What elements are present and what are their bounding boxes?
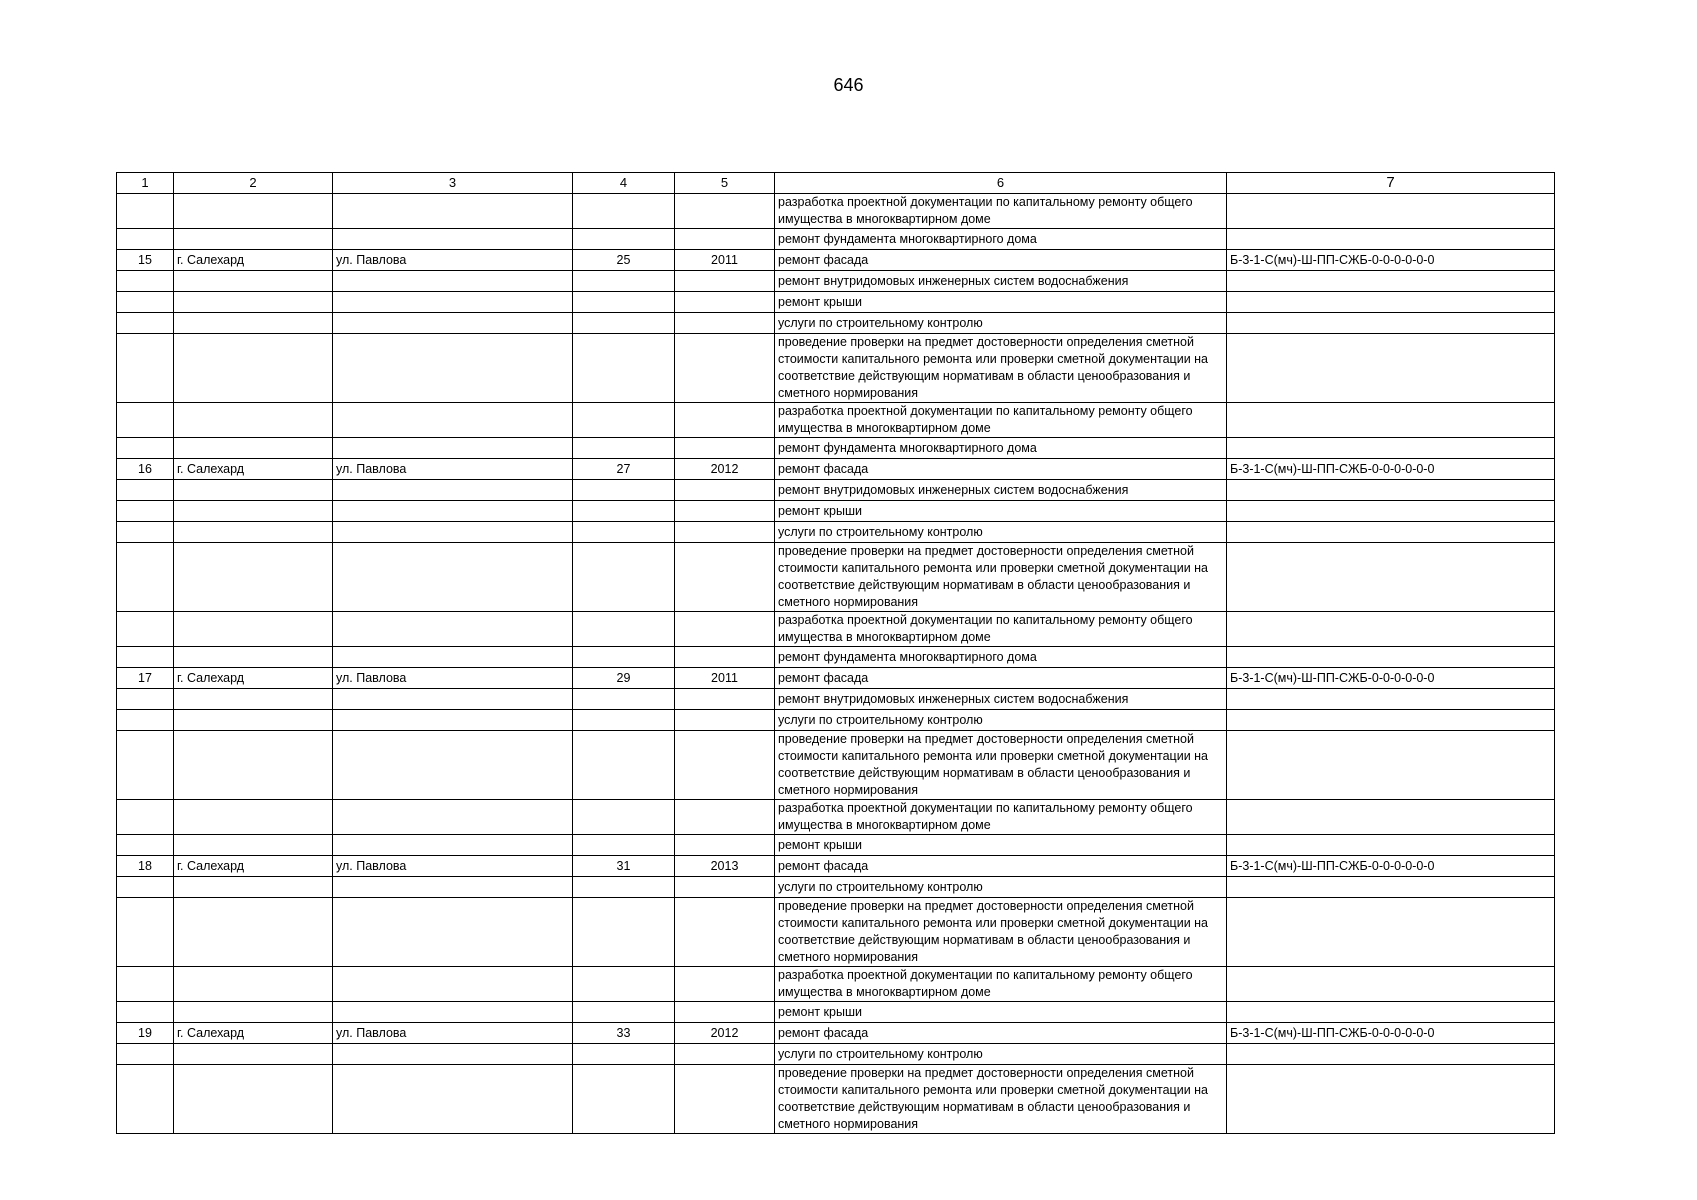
building-code-cell [1227,480,1555,501]
city-cell [174,710,333,731]
house-number-cell [573,438,675,459]
year-cell [675,835,775,856]
column-header-3: 3 [333,173,573,194]
city-cell [174,898,333,967]
year-cell [675,522,775,543]
work-type-cell: ремонт внутридомовых инженерных систем водоснабжения [775,480,1227,501]
work-type-cell: ремонт внутридомовых инженерных систем водоснабжения [775,689,1227,710]
work-type-cell: услуги по строительному контролю [775,710,1227,731]
year-cell [675,1065,775,1134]
building-code-cell [1227,334,1555,403]
table-row [117,271,1555,292]
city-cell: г. Салехард [174,1023,333,1044]
street-cell [333,1065,573,1134]
row-number-cell: 19 [117,1023,174,1044]
row-number-cell: 17 [117,668,174,689]
house-number-cell [573,898,675,967]
work-type-cell: ремонт крыши [775,292,1227,313]
street-cell: ул. Павлова [333,250,573,271]
year-cell: 2012 [675,459,775,480]
work-type-cell: услуги по строительному контролю [775,313,1227,334]
year-cell [675,271,775,292]
year-cell [675,194,775,229]
row-number-cell [117,438,174,459]
row-number-cell [117,835,174,856]
year-cell [675,1002,775,1023]
building-code-cell [1227,612,1555,647]
year-cell [675,612,775,647]
work-type-cell: ремонт фасада [775,250,1227,271]
table-row [117,459,1555,480]
table-row [117,1002,1555,1023]
row-number-cell [117,612,174,647]
work-type-cell: услуги по строительному контролю [775,877,1227,898]
city-cell: г. Салехард [174,856,333,877]
row-number-cell [117,898,174,967]
column-header-6: 6 [775,173,1227,194]
street-cell [333,835,573,856]
table-row [117,543,1555,612]
row-number-cell [117,501,174,522]
building-code-cell [1227,403,1555,438]
table-row [117,1044,1555,1065]
building-code-cell [1227,271,1555,292]
street-cell [333,501,573,522]
table-row [117,480,1555,501]
row-number-cell [117,731,174,800]
street-cell [333,877,573,898]
row-number-cell: 16 [117,459,174,480]
street-cell [333,313,573,334]
house-number-cell [573,271,675,292]
building-code-cell: Б-3-1-С(мч)-Ш-ПП-СЖБ-0-0-0-0-0-0 [1227,668,1555,689]
city-cell [174,313,333,334]
row-number-cell: 18 [117,856,174,877]
table-row [117,1065,1555,1134]
street-cell [333,647,573,668]
table-row [117,898,1555,967]
street-cell [333,194,573,229]
work-type-cell: проведение проверки на предмет достоверности определения сметной стоимости капитального ремонта или проверки сметной документации на соответствие действующим нормативам в области ценообразования и сметного нормирования [775,731,1227,800]
table-row [117,668,1555,689]
work-type-cell: разработка проектной документации по капитальному ремонту общего имущества в многоквартирном доме [775,612,1227,647]
building-code-cell [1227,898,1555,967]
work-type-cell: разработка проектной документации по капитальному ремонту общего имущества в многоквартирном доме [775,800,1227,835]
year-cell [675,647,775,668]
table-row [117,967,1555,1002]
work-type-cell: ремонт крыши [775,1002,1227,1023]
work-type-cell: разработка проектной документации по капитальному ремонту общего имущества в многоквартирном доме [775,194,1227,229]
city-cell [174,612,333,647]
street-cell [333,967,573,1002]
row-number-cell [117,480,174,501]
city-cell [174,229,333,250]
repair-schedule-table [116,172,1555,1134]
year-cell [675,898,775,967]
building-code-cell [1227,689,1555,710]
work-type-cell: проведение проверки на предмет достоверности определения сметной стоимости капитального ремонта или проверки сметной документации на соответствие действующим нормативам в области ценообразования и сметного нормирования [775,543,1227,612]
building-code-cell [1227,229,1555,250]
row-number-cell [117,229,174,250]
row-number-cell [117,710,174,731]
year-cell [675,1044,775,1065]
house-number-cell [573,612,675,647]
city-cell [174,543,333,612]
house-number-cell [573,1065,675,1134]
table-row [117,403,1555,438]
work-type-cell: проведение проверки на предмет достоверности определения сметной стоимости капитального ремонта или проверки сметной документации на соответствие действующим нормативам в области ценообразования и сметного нормирования [775,334,1227,403]
row-number-cell [117,403,174,438]
street-cell [333,403,573,438]
building-code-cell [1227,1002,1555,1023]
work-type-cell: разработка проектной документации по капитальному ремонту общего имущества в многоквартирном доме [775,403,1227,438]
year-cell: 2012 [675,1023,775,1044]
city-cell [174,501,333,522]
year-cell [675,967,775,1002]
street-cell [333,612,573,647]
year-cell [675,689,775,710]
page-number: 646 [833,75,864,95]
house-number-cell [573,877,675,898]
row-number-cell [117,877,174,898]
building-code-cell [1227,438,1555,459]
column-header-1: 1 [117,173,174,194]
house-number-cell [573,710,675,731]
work-type-cell: ремонт внутридомовых инженерных систем водоснабжения [775,271,1227,292]
table-row [117,710,1555,731]
city-cell [174,1065,333,1134]
table-row [117,313,1555,334]
row-number-cell [117,689,174,710]
house-number-cell [573,967,675,1002]
street-cell: ул. Павлова [333,459,573,480]
city-cell [174,438,333,459]
table-row [117,438,1555,459]
house-number-cell [573,835,675,856]
city-cell [174,292,333,313]
house-number-cell [573,800,675,835]
house-number-cell: 25 [573,250,675,271]
house-number-cell [573,480,675,501]
house-number-cell [573,501,675,522]
row-number-cell [117,194,174,229]
house-number-cell [573,522,675,543]
year-cell [675,403,775,438]
city-cell [174,647,333,668]
work-type-cell: ремонт фасада [775,856,1227,877]
city-cell [174,1044,333,1065]
building-code-cell: Б-3-1-С(мч)-Ш-ПП-СЖБ-0-0-0-0-0-0 [1227,856,1555,877]
street-cell [333,292,573,313]
city-cell: г. Салехард [174,250,333,271]
building-code-cell: Б-3-1-С(мч)-Ш-ПП-СЖБ-0-0-0-0-0-0 [1227,1023,1555,1044]
city-cell [174,877,333,898]
table-row [117,612,1555,647]
work-type-cell: услуги по строительному контролю [775,522,1227,543]
street-cell [333,480,573,501]
year-cell [675,543,775,612]
building-code-cell [1227,501,1555,522]
house-number-cell [573,292,675,313]
year-cell [675,731,775,800]
house-number-cell [573,334,675,403]
table-row [117,856,1555,877]
street-cell [333,522,573,543]
row-number-cell [117,1044,174,1065]
table-row [117,835,1555,856]
building-code-cell [1227,877,1555,898]
year-cell [675,438,775,459]
city-cell [174,480,333,501]
row-number-cell [117,967,174,1002]
table-row [117,877,1555,898]
table-row [117,250,1555,271]
column-header-2: 2 [174,173,333,194]
street-cell: ул. Павлова [333,668,573,689]
table-row [117,501,1555,522]
street-cell [333,229,573,250]
building-code-cell [1227,647,1555,668]
work-type-cell: ремонт фасада [775,1023,1227,1044]
city-cell [174,731,333,800]
work-type-cell: проведение проверки на предмет достоверности определения сметной стоимости капитального ремонта или проверки сметной документации на соответствие действующим нормативам в области ценообразования и сметного нормирования [775,1065,1227,1134]
street-cell [333,710,573,731]
street-cell: ул. Павлова [333,1023,573,1044]
work-type-cell: услуги по строительному контролю [775,1044,1227,1065]
house-number-cell [573,313,675,334]
year-cell [675,480,775,501]
work-type-cell: разработка проектной документации по капитальному ремонту общего имущества в многоквартирном доме [775,967,1227,1002]
street-cell [333,689,573,710]
work-type-cell: ремонт крыши [775,501,1227,522]
building-code-cell [1227,967,1555,1002]
city-cell [174,271,333,292]
row-number-cell [117,800,174,835]
year-cell [675,229,775,250]
house-number-cell [573,731,675,800]
street-cell [333,1002,573,1023]
street-cell [333,800,573,835]
city-cell [174,334,333,403]
house-number-cell [573,1002,675,1023]
year-cell: 2013 [675,856,775,877]
street-cell [333,334,573,403]
year-cell: 2011 [675,250,775,271]
year-cell [675,292,775,313]
table-row [117,647,1555,668]
street-cell [333,1044,573,1065]
city-cell [174,194,333,229]
building-code-cell [1227,710,1555,731]
street-cell: ул. Павлова [333,856,573,877]
table-row [117,229,1555,250]
table-row [117,1023,1555,1044]
house-number-cell [573,689,675,710]
column-header-7: 7 [1227,173,1555,194]
column-header-5: 5 [675,173,775,194]
year-cell [675,501,775,522]
building-code-cell [1227,1044,1555,1065]
work-type-cell: ремонт фундамента многоквартирного дома [775,438,1227,459]
city-cell [174,800,333,835]
building-code-cell [1227,835,1555,856]
building-code-cell [1227,543,1555,612]
row-number-cell [117,522,174,543]
work-type-cell: проведение проверки на предмет достоверности определения сметной стоимости капитального ремонта или проверки сметной документации на соответствие действующим нормативам в области ценообразования и сметного нормирования [775,898,1227,967]
year-cell [675,313,775,334]
row-number-cell [117,647,174,668]
city-cell [174,403,333,438]
street-cell [333,543,573,612]
table-row [117,689,1555,710]
work-type-cell: ремонт фасада [775,668,1227,689]
city-cell: г. Салехард [174,668,333,689]
table-row [117,522,1555,543]
row-number-cell [117,1002,174,1023]
year-cell: 2011 [675,668,775,689]
building-code-cell: Б-3-1-С(мч)-Ш-ПП-СЖБ-0-0-0-0-0-0 [1227,459,1555,480]
row-number-cell [117,1065,174,1134]
street-cell [333,271,573,292]
table-row [117,800,1555,835]
column-header-4: 4 [573,173,675,194]
city-cell [174,1002,333,1023]
city-cell [174,689,333,710]
work-type-cell: ремонт фундамента многоквартирного дома [775,647,1227,668]
street-cell [333,438,573,459]
table-row [117,731,1555,800]
house-number-cell [573,1044,675,1065]
city-cell [174,967,333,1002]
house-number-cell: 27 [573,459,675,480]
row-number-cell [117,313,174,334]
row-number-cell [117,271,174,292]
row-number-cell: 15 [117,250,174,271]
work-type-cell: ремонт фундамента многоквартирного дома [775,229,1227,250]
table-body [117,173,1555,1134]
work-type-cell: ремонт крыши [775,835,1227,856]
table-row [117,292,1555,313]
year-cell [675,877,775,898]
house-number-cell: 33 [573,1023,675,1044]
year-cell [675,334,775,403]
table-row [117,194,1555,229]
building-code-cell [1227,731,1555,800]
house-number-cell [573,229,675,250]
house-number-cell: 29 [573,668,675,689]
house-number-cell: 31 [573,856,675,877]
work-type-cell: ремонт фасада [775,459,1227,480]
building-code-cell [1227,800,1555,835]
building-code-cell: Б-3-1-С(мч)-Ш-ПП-СЖБ-0-0-0-0-0-0 [1227,250,1555,271]
building-code-cell [1227,313,1555,334]
year-cell [675,710,775,731]
house-number-cell [573,194,675,229]
row-number-cell [117,292,174,313]
building-code-cell [1227,194,1555,229]
table-row [117,334,1555,403]
year-cell [675,800,775,835]
house-number-cell [573,647,675,668]
building-code-cell [1227,292,1555,313]
row-number-cell [117,334,174,403]
street-cell [333,898,573,967]
building-code-cell [1227,1065,1555,1134]
row-number-cell [117,543,174,612]
building-code-cell [1227,522,1555,543]
city-cell [174,835,333,856]
column-number-header-row [117,173,1555,194]
street-cell [333,731,573,800]
house-number-cell [573,403,675,438]
city-cell [174,522,333,543]
city-cell: г. Салехард [174,459,333,480]
house-number-cell [573,543,675,612]
